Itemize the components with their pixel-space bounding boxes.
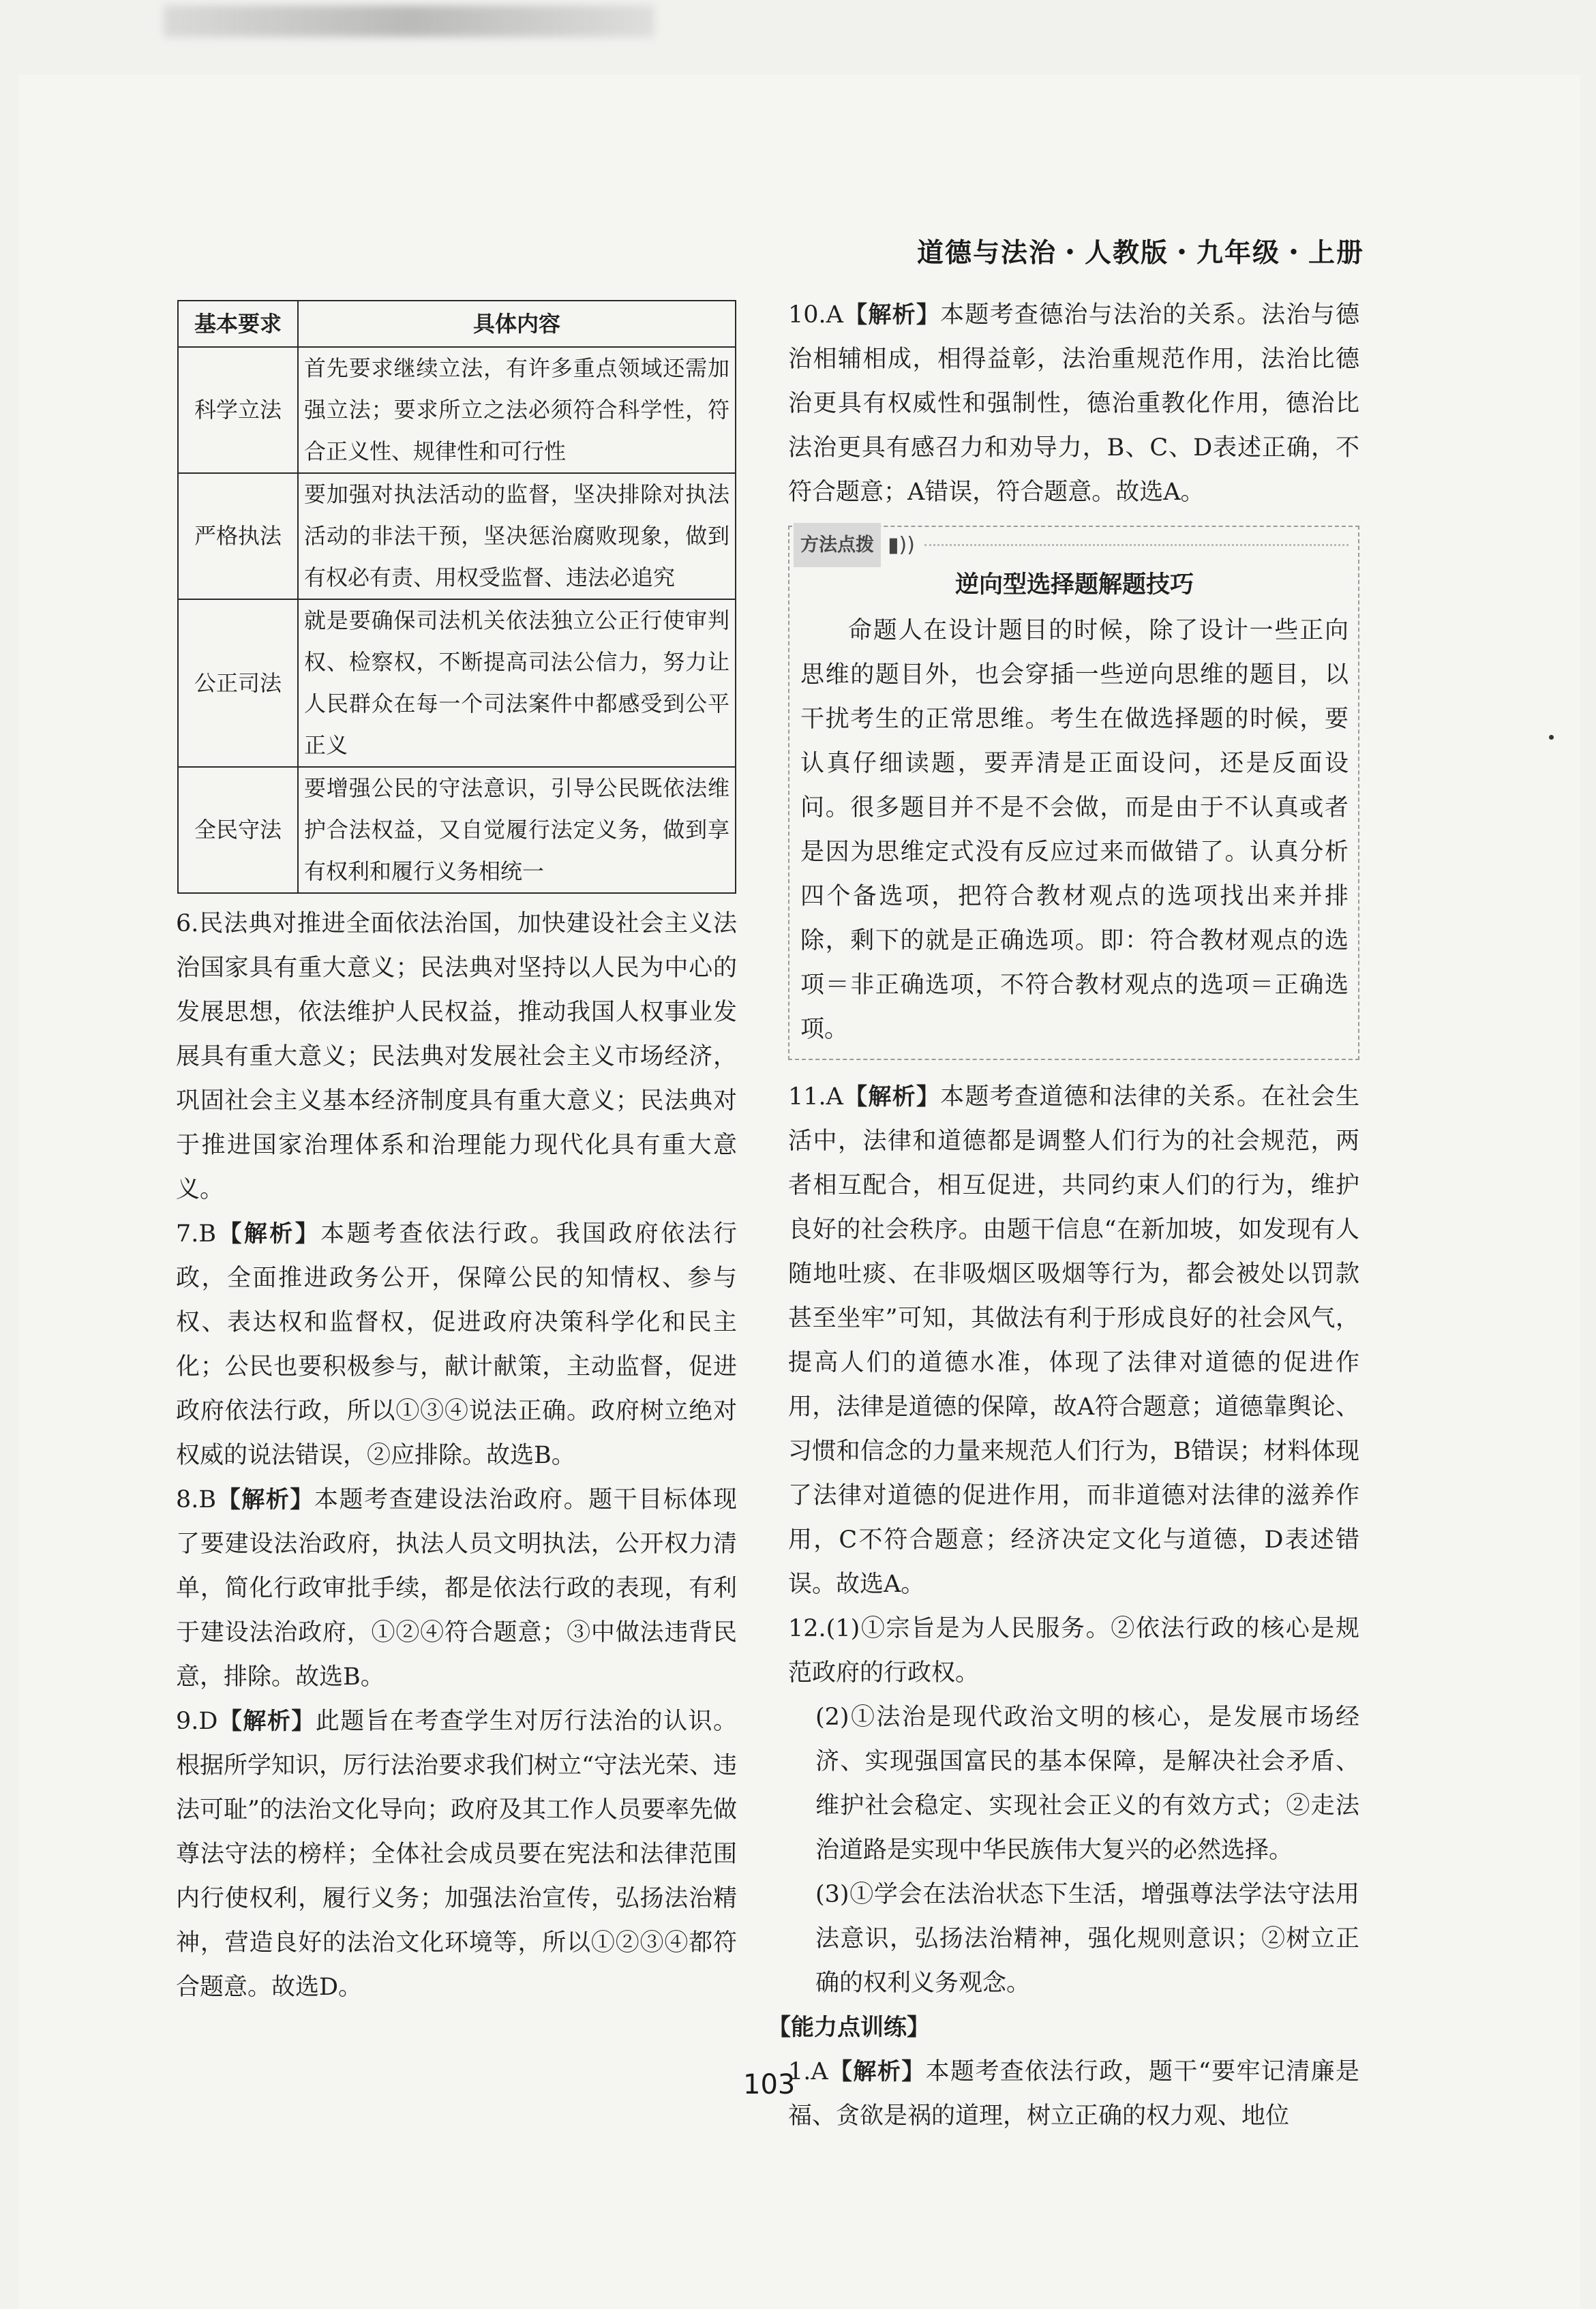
- section-heading: 【能力点训练】: [768, 2014, 930, 2041]
- answer-q7: [176, 1212, 737, 1478]
- table-cell-value: 就是要确保司法机关依法独立公正行使审判权、检察权，不断提高司法公信力，努力让人民群众在每一个司法案件中都感受到公平正义: [298, 599, 736, 767]
- answer-text: 本题考查建设法治政府。题干目标体现了要建设法治政府，执法人员文明执法，公开权力清单，简化行政审批手续，都是依法行政的表现，有利于建设法治政府，①②④符合题意；③中做法违背民意，排除。故选B。: [176, 1486, 737, 1691]
- requirements-table: [177, 300, 736, 894]
- answer-number: 1.A: [788, 2058, 828, 2085]
- answer-number: 9.D: [176, 1708, 218, 1735]
- answer-text: 本题考查依法行政，题干“要牢记清廉是福、贪欲是祸的道理，树立正确的权力观、地位: [788, 2058, 1359, 2130]
- answer-text: 此题旨在考查学生对厉行法治的认识。根据所学知识，厉行法治要求我们树立“守法光荣、违法可耻”的法治文化导向；政府及其工作人员要率先做尊法守法的榜样；全体社会成员要在宪法和法律范围内行使权利，履行义务；加强法治宣传，弘扬法治精神，营造良好的法治文化环境等，所以①②③④都符合题意。故选D。: [176, 1708, 737, 2001]
- answer-number: 10.A: [788, 301, 843, 329]
- answer-ability-1: [788, 2050, 1359, 2139]
- tip-title: 逆向型选择题解题技巧: [954, 571, 1194, 599]
- answer-number: 11.A: [788, 1083, 843, 1111]
- analysis-tag: 【解析】: [216, 1486, 314, 1513]
- analysis-tag: 【解析】: [843, 301, 941, 329]
- answer-q12-part2: (2)①法治是现代政治文明的核心，是发展市场经济、实现强国富民的基本保障，是解决社会矛盾、维护社会稳定、实现社会正义的有效方式；②走法治道路是实现中华民族伟大复兴的必然选择。: [815, 1704, 1359, 1864]
- table-cell-key: 严格执法: [178, 473, 298, 599]
- table-cell-key: 科学立法: [178, 347, 298, 473]
- answer-text: 本题考查德治与法治的关系。法治与德治相辅相成，相得益彰，法治重规范作用，法治比德治更具有权威性和强制性，德治重教化作用，德治比法治更具有感召力和劝导力，B、C、D表述正确，不符合题意；A错误，符合题意。故选A。: [788, 301, 1359, 506]
- table-header-cell: 基本要求: [178, 301, 298, 347]
- tip-divider: [924, 544, 1349, 546]
- answer-q8: [176, 1478, 737, 1700]
- analysis-tag: 【解析】: [843, 1083, 941, 1111]
- answer-q10: [788, 293, 1359, 515]
- answer-q12-part1: 12.(1)①宗旨是为人民服务。②依法行政的核心是规范政府的行政权。: [788, 1615, 1359, 1687]
- analysis-tag: 【解析】: [217, 1708, 316, 1735]
- page-number: 103: [743, 2069, 796, 2100]
- table-header-cell: 具体内容: [298, 301, 736, 347]
- answer-number: 8.B: [176, 1486, 217, 1513]
- method-tip-box: [788, 526, 1359, 1060]
- scan-smudge: [164, 5, 654, 37]
- analysis-tag: 【解析】: [828, 2058, 926, 2085]
- tip-label: 方法点拨: [794, 523, 881, 567]
- table-cell-value: 要增强公民的守法意识，引导公民既依法维护合法权益，又自觉履行法定义务，做到享有权利和履行义务相统一: [298, 767, 736, 893]
- table-header-row: [178, 301, 736, 347]
- answer-text: 本题考查依法行政。我国政府依法行政，全面推进政务公开，保障公民的知情权、参与权、表达权和监督权，促进政府决策科学化和民主化；公民也要积极参与，献计献策，主动监督，促进政府依法行政，所以①③④说法正确。政府树立绝对权威的说法错误，②应排除。故选B。: [176, 1220, 737, 1469]
- table-row: [178, 767, 736, 893]
- tip-header: [794, 528, 1349, 561]
- answer-q12-part3: (3)①学会在法治状态下生活，增强尊法学法守法用法意识，弘扬法治精神，强化规则意识；②树立正确的权利义务观念。: [815, 1881, 1359, 1997]
- table-cell-key: 公正司法: [178, 599, 298, 767]
- tip-body: 命题人在设计题目的时候，除了设计一些正向思维的题目外，也会穿插一些逆向思维的题目，以干扰考生的正常思维。考生在做选择题的时候，要认真仔细读题，要弄清是正面设问，还是反面设问。很多题目并不是不会做，而是由于不认真或者是因为思维定式没有反应过来而做错了。认真分析四个备选项，把符合教材观点的选项找出来并排除，剩下的就是正确选项。即：符合教材观点的选项＝非正确选项，不符合教材观点的选项＝正确选项。: [800, 617, 1349, 1043]
- answer-q11: [788, 1075, 1359, 1607]
- table-row: [178, 347, 736, 473]
- answer-q6: 6.民法典对推进全面依法治国，加快建设社会主义法治国家具有重大意义；民法典对坚持以人民为中心的发展思想，依法维护人民权益，推动我国人权事业发展具有重大意义；民法典对发展社会主义市场经济，巩固社会主义基本经济制度具有重大意义；民法典对于推进国家治理体系和治理能力现代化具有重大意义。: [176, 910, 737, 1203]
- table-row: [178, 473, 736, 599]
- scan-dot: [1549, 735, 1554, 740]
- table-row: [178, 599, 736, 767]
- table-cell-value: 首先要求继续立法，有许多重点领域还需加强立法；要求所立之法必须符合科学性，符合正义性、规律性和可行性: [298, 347, 736, 473]
- table-cell-key: 全民守法: [178, 767, 298, 893]
- speaker-icon: ▮)): [888, 532, 915, 557]
- analysis-tag: 【解析】: [216, 1220, 321, 1248]
- answer-q9: [176, 1700, 737, 2010]
- table-cell-value: 要加强对执法活动的监督，坚决排除对执法活动的非法干预，坚决惩治腐败现象，做到有权必有责、用权受监督、违法必追究: [298, 473, 736, 599]
- answer-text: 本题考查道德和法律的关系。在社会生活中，法律和道德都是调整人们行为的社会规范，两者相互配合，相互促进，共同约束人们的行为，维护良好的社会秩序。由题干信息“在新加坡，如发现有人随地吐痰、在非吸烟区吸烟等行为，都会被处以罚款甚至坐牢”可知，其做法有利于形成良好的社会风气，提高人们的道德水准，体现了法律对道德的促进作用，法律是道德的保障，故A符合题意；道德靠舆论、习惯和信念的力量来规范人们行为，B错误；材料体现了法律对道德的促进作用，而非道德对法律的滋养作用，C不符合题意；经济决定文化与道德，D表述错误。故选A。: [788, 1083, 1359, 1598]
- left-column: [176, 300, 737, 2010]
- page-header: 道德与法治・人教版・九年级・上册: [916, 238, 1364, 269]
- answer-number: 7.B: [176, 1220, 217, 1248]
